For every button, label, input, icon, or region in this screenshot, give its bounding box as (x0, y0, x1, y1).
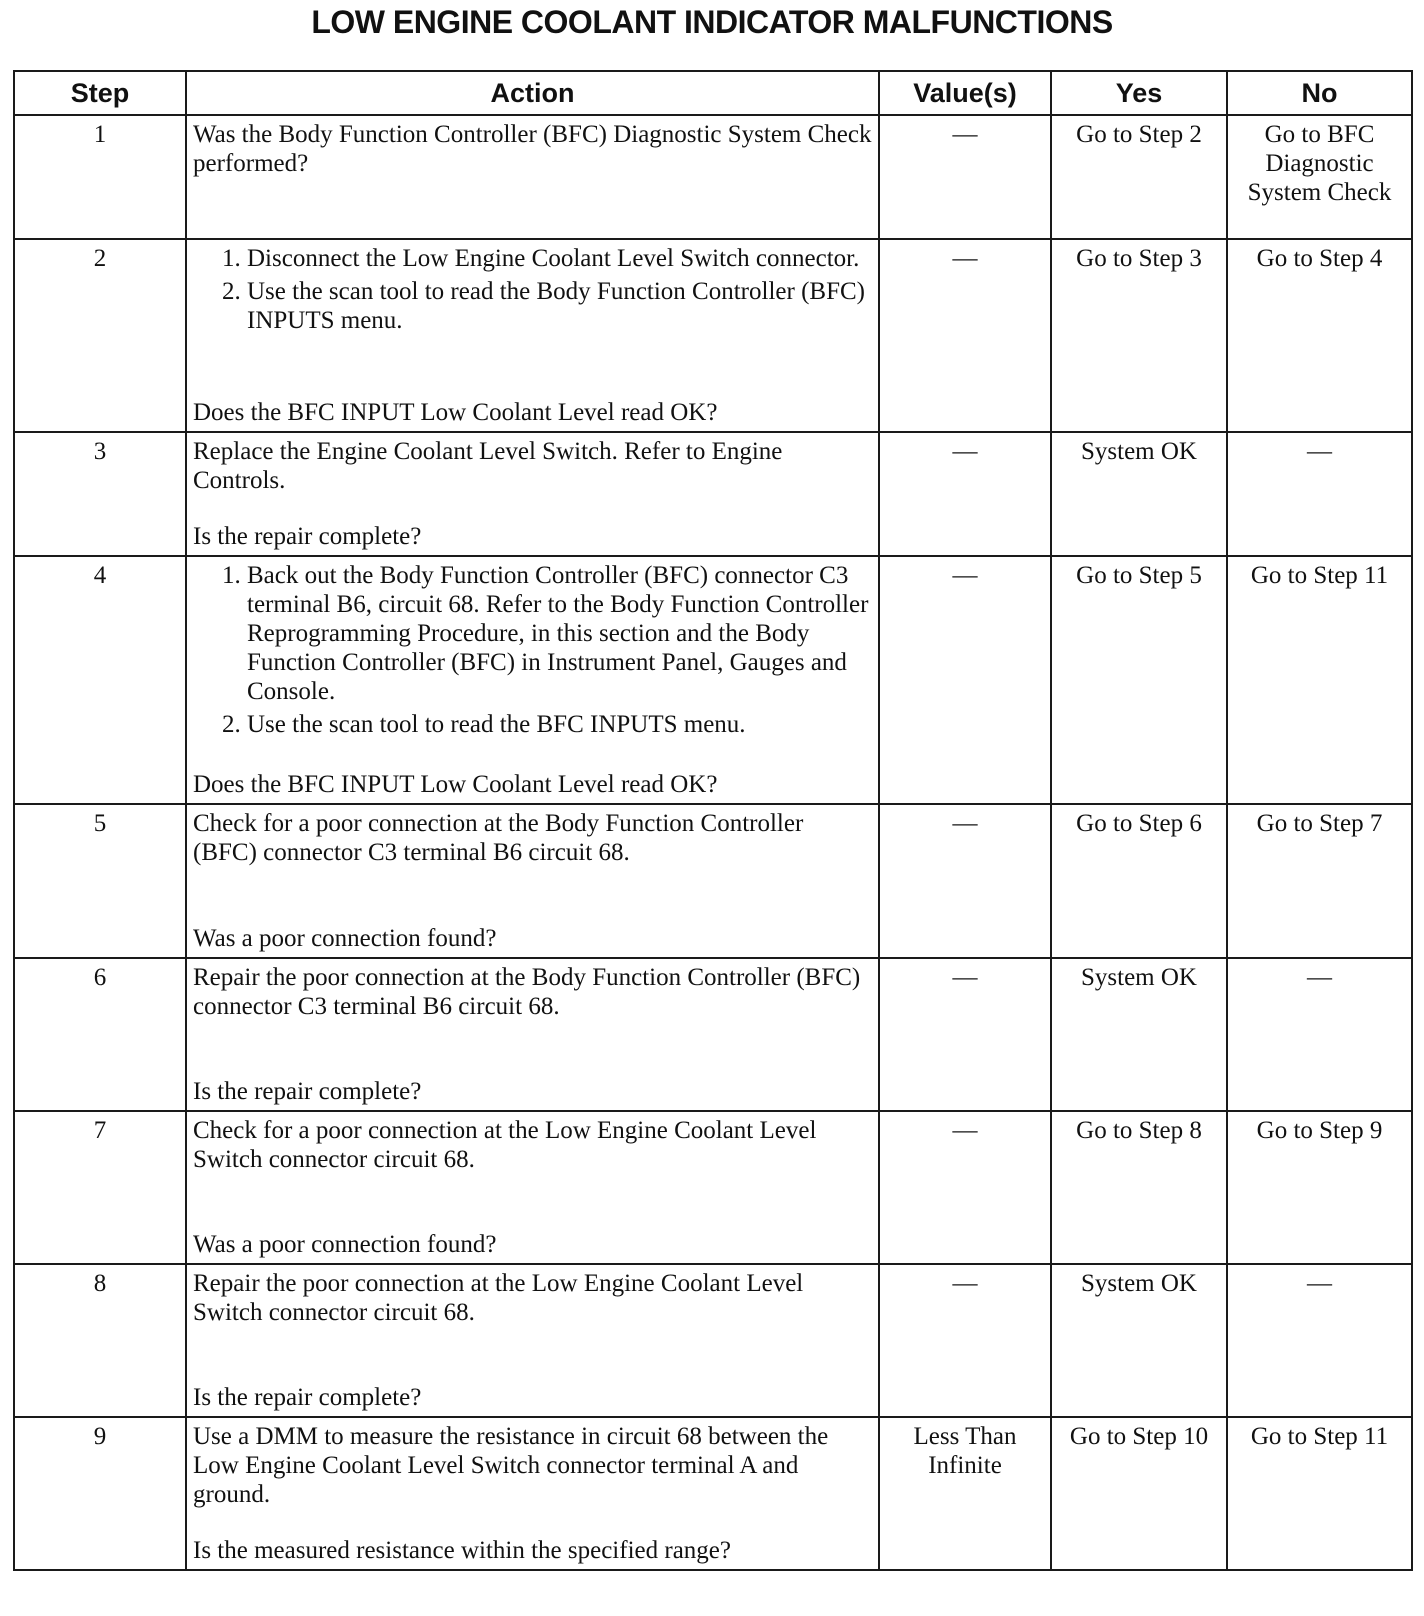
no-cell: Go to Step 11 (1227, 1417, 1412, 1570)
action-content (193, 437, 872, 551)
header-step: Step (14, 71, 186, 115)
action-cell (186, 1111, 879, 1264)
step-number: 6 (14, 958, 186, 1111)
substep-list (193, 244, 872, 335)
no-cell: Go to Step 11 (1227, 556, 1412, 804)
action-instructions (193, 1116, 872, 1174)
action-content (193, 561, 872, 799)
table-row (14, 1264, 1412, 1417)
table-row (14, 115, 1412, 239)
substep-item: 2. Use the scan tool to read the BFC INPUTS menu. (247, 710, 872, 739)
step-number: 4 (14, 556, 186, 804)
yes-cell: System OK (1051, 432, 1227, 556)
step-number: 1 (14, 115, 186, 239)
action-content (193, 809, 872, 953)
action-text: Repair the poor connection at the Body Function Controller (BFC) connector C3 terminal B6 circuit 68. (193, 964, 861, 1020)
no-cell: Go to Step 4 (1227, 239, 1412, 432)
no-cell: — (1227, 1264, 1412, 1417)
action-content (193, 244, 872, 427)
table-row (14, 1417, 1412, 1570)
value-cell: — (879, 239, 1051, 432)
action-text: Use a DMM to measure the resistance in circuit 68 between the Low Engine Coolant Level Switch connector terminal A and ground. (193, 1423, 829, 1508)
action-question: Is the measured resistance within the specified range? (193, 1537, 731, 1564)
action-content (193, 120, 872, 234)
action-instructions (193, 809, 872, 867)
no-cell: — (1227, 432, 1412, 556)
yes-cell: Go to Step 2 (1051, 115, 1227, 239)
yes-cell: System OK (1051, 958, 1227, 1111)
action-instructions (193, 1422, 872, 1509)
action-cell (186, 239, 879, 432)
step-number: 8 (14, 1264, 186, 1417)
step-number: 3 (14, 432, 186, 556)
value-cell: — (879, 1264, 1051, 1417)
action-question: Was a poor connection found? (193, 1231, 497, 1258)
no-cell: Go to BFC Diagnostic System Check (1227, 115, 1412, 239)
action-instructions (193, 437, 872, 495)
step-number: 2 (14, 239, 186, 432)
action-instructions (193, 244, 872, 339)
action-question: Does the BFC INPUT Low Coolant Level read OK? (193, 399, 718, 426)
action-instructions (193, 963, 872, 1021)
value-cell: — (879, 804, 1051, 958)
header-yes: Yes (1051, 71, 1227, 115)
step-number: 9 (14, 1417, 186, 1570)
action-cell (186, 804, 879, 958)
substep-list (193, 561, 872, 739)
action-question: Is the repair complete? (193, 1078, 422, 1105)
action-cell (186, 432, 879, 556)
table-header-row (14, 71, 1412, 115)
table-row (14, 804, 1412, 958)
action-cell (186, 556, 879, 804)
substep-item: 1. Disconnect the Low Engine Coolant Level Switch connector. (247, 244, 872, 273)
action-content (193, 1269, 872, 1412)
action-question: Was a poor connection found? (193, 925, 497, 952)
action-content (193, 963, 872, 1106)
yes-cell: Go to Step 3 (1051, 239, 1227, 432)
header-no: No (1227, 71, 1412, 115)
table-row (14, 432, 1412, 556)
action-text: Check for a poor connection at the Low Engine Coolant Level Switch connector circuit 68. (193, 1117, 817, 1173)
table-row (14, 958, 1412, 1111)
value-cell: — (879, 958, 1051, 1111)
value-cell: — (879, 1111, 1051, 1264)
action-instructions (193, 1269, 872, 1327)
table-row (14, 556, 1412, 804)
substep-item: 1. Back out the Body Function Controller (BFC) connector C3 terminal B6, circuit 68. Refer to the Body Function Controller Reprogramming Procedure, in this section and the Body Function Controller (BFC) in Instrument Panel, Gauges and Console. (247, 561, 872, 706)
diagnostic-table (13, 70, 1413, 1571)
action-text: Was the Body Function Controller (BFC) Diagnostic System Check performed? (193, 121, 872, 177)
value-cell: — (879, 432, 1051, 556)
action-text: Repair the poor connection at the Low Engine Coolant Level Switch connector circuit 68. (193, 1270, 804, 1326)
action-cell (186, 958, 879, 1111)
yes-cell: Go to Step 5 (1051, 556, 1227, 804)
yes-cell: Go to Step 8 (1051, 1111, 1227, 1264)
table-body (14, 115, 1412, 1570)
substep-item: 2. Use the scan tool to read the Body Function Controller (BFC) INPUTS menu. (247, 277, 872, 335)
value-cell: — (879, 556, 1051, 804)
action-instructions (193, 561, 872, 743)
table-row (14, 239, 1412, 432)
no-cell: — (1227, 958, 1412, 1111)
table-row (14, 1111, 1412, 1264)
header-values: Value(s) (879, 71, 1051, 115)
page-title: LOW ENGINE COOLANT INDICATOR MALFUNCTIONS (311, 4, 1113, 40)
yes-cell: Go to Step 10 (1051, 1417, 1227, 1570)
action-text: Check for a poor connection at the Body Function Controller (BFC) connector C3 terminal B6 circuit 68. (193, 810, 804, 866)
no-cell: Go to Step 9 (1227, 1111, 1412, 1264)
action-instructions (193, 120, 872, 178)
action-cell (186, 1417, 879, 1570)
no-cell: Go to Step 7 (1227, 804, 1412, 958)
action-cell (186, 1264, 879, 1417)
action-question: Is the repair complete? (193, 1384, 422, 1411)
step-number: 7 (14, 1111, 186, 1264)
yes-cell: System OK (1051, 1264, 1227, 1417)
action-content (193, 1422, 872, 1565)
step-number: 5 (14, 804, 186, 958)
action-cell (186, 115, 879, 239)
action-question: Is the repair complete? (193, 523, 422, 550)
value-cell: — (879, 115, 1051, 239)
value-cell: Less Than Infinite (879, 1417, 1051, 1570)
yes-cell: Go to Step 6 (1051, 804, 1227, 958)
action-text: Replace the Engine Coolant Level Switch. Refer to Engine Controls. (193, 438, 783, 494)
action-content (193, 1116, 872, 1259)
header-action: Action (186, 71, 879, 115)
action-question: Does the BFC INPUT Low Coolant Level read OK? (193, 771, 718, 798)
